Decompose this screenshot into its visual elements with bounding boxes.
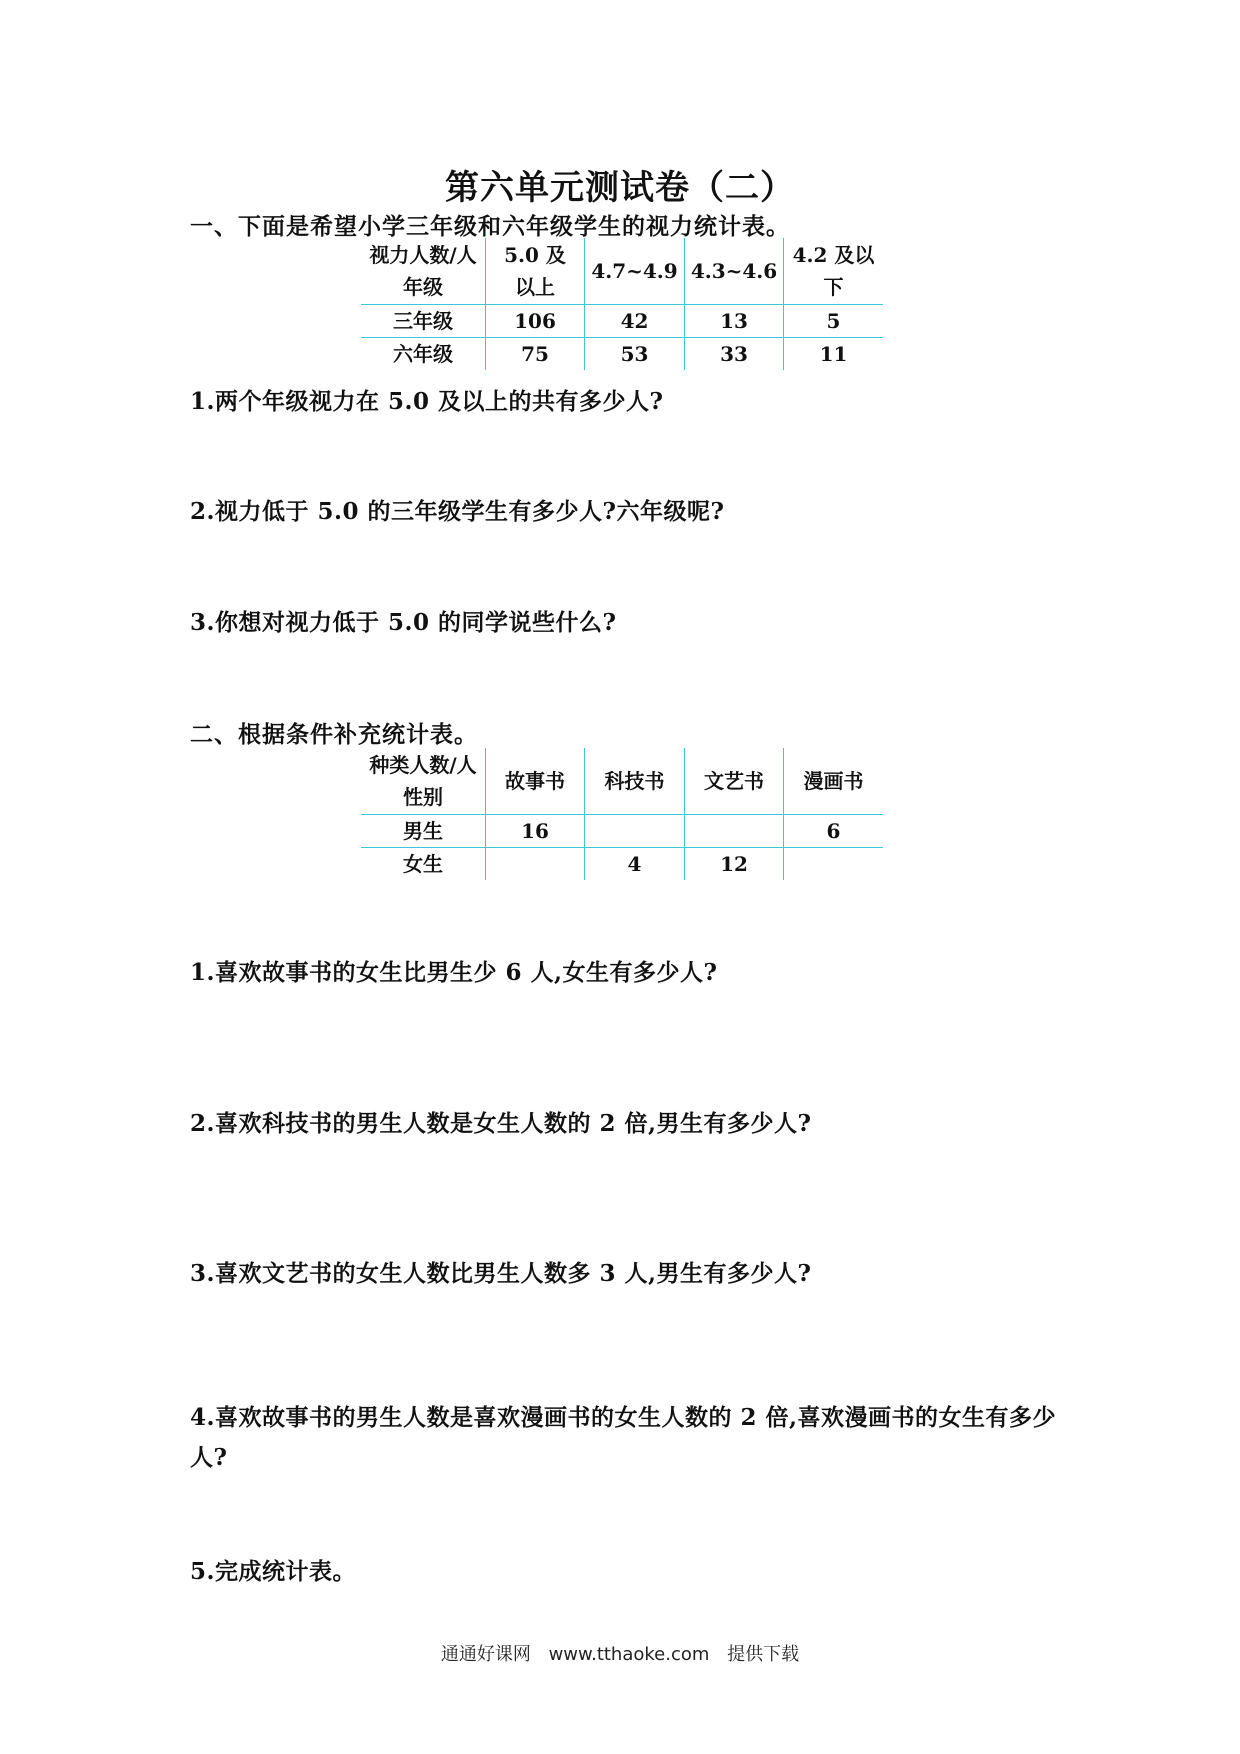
question-1-1: 1.两个年级视力在 5.0 及以上的共有多少人? — [190, 388, 664, 415]
question-2-1: 1.喜欢故事书的女生比男生少 6 人,女生有多少人? — [190, 959, 718, 986]
column-header-label: 5.0 及以上 — [504, 243, 566, 299]
table-row — [361, 305, 883, 338]
table-cell — [486, 848, 585, 881]
table-cell — [685, 815, 784, 848]
row-label: 三年级 — [361, 305, 486, 338]
footer-site-name: 通通好课网 — [440, 1644, 531, 1665]
question-2-5: 5.完成统计表。 — [190, 1558, 357, 1585]
table-cell: 75 — [486, 338, 585, 371]
question-1-2: 2.视力低于 5.0 的三年级学生有多少人?六年级呢? — [190, 498, 725, 525]
table-corner-cell — [361, 748, 486, 815]
column-header — [784, 238, 884, 305]
question-1-3: 3.你想对视力低于 5.0 的同学说些什么? — [190, 609, 617, 636]
book-stats-table — [361, 748, 883, 880]
table-row — [361, 338, 883, 371]
corner-top-label: 种类人数/人 — [369, 753, 477, 777]
table-cell: 4 — [585, 848, 685, 881]
row-label: 男生 — [361, 815, 486, 848]
column-header: 4.3~4.6 — [685, 238, 784, 305]
table-cell — [784, 848, 884, 881]
row-label: 六年级 — [393, 342, 453, 366]
column-header: 漫画书 — [784, 748, 884, 815]
section-2-heading: 二、根据条件补充统计表。 — [190, 721, 478, 748]
page-title: 第六单元测试卷（二） — [445, 168, 795, 208]
table-header-row — [361, 748, 883, 815]
corner-bottom-label: 年级 — [403, 275, 443, 299]
table-cell: 106 — [486, 305, 585, 338]
table-cell: 13 — [685, 305, 784, 338]
question-2-2: 2.喜欢科技书的男生人数是女生人数的 2 倍,男生有多少人? — [190, 1110, 812, 1137]
corner-bottom-label: 性别 — [403, 785, 443, 809]
question-2-3: 3.喜欢文艺书的女生人数比男生人数多 3 人,男生有多少人? — [190, 1260, 812, 1287]
column-header: 4.7~4.9 — [585, 238, 685, 305]
column-header: 科技书 — [585, 748, 685, 815]
section-1-heading: 一、下面是希望小学三年级和六年级学生的视力统计表。 — [190, 213, 790, 240]
row-label: 女生 — [403, 852, 443, 876]
footer-tail: 提供下载 — [727, 1644, 800, 1665]
table-row — [361, 848, 883, 881]
table-cell: 11 — [784, 338, 884, 371]
footer-url: www.tthaoke.com — [548, 1644, 710, 1665]
column-header: 故事书 — [486, 748, 585, 815]
table-cell: 16 — [486, 815, 585, 848]
table-cell: 12 — [685, 848, 784, 881]
table-cell — [585, 815, 685, 848]
corner-top-label: 视力人数/人 — [369, 243, 477, 267]
table-cell: 53 — [585, 338, 685, 371]
table-cell: 6 — [784, 815, 884, 848]
column-header — [486, 238, 585, 305]
table-cell: 42 — [585, 305, 685, 338]
table-header-row — [361, 238, 883, 305]
vision-stats-table — [361, 238, 883, 370]
table-corner-cell — [361, 238, 486, 305]
question-2-4: 4.喜欢故事书的男生人数是喜欢漫画书的女生人数的 2 倍,喜欢漫画书的女生有多少人? — [190, 1404, 1057, 1471]
page-footer — [0, 1640, 1240, 1666]
column-header-label: 4.2 及以下 — [792, 243, 875, 299]
column-header: 文艺书 — [685, 748, 784, 815]
table-row — [361, 815, 883, 848]
table-cell: 33 — [685, 338, 784, 371]
table-cell: 5 — [784, 305, 884, 338]
